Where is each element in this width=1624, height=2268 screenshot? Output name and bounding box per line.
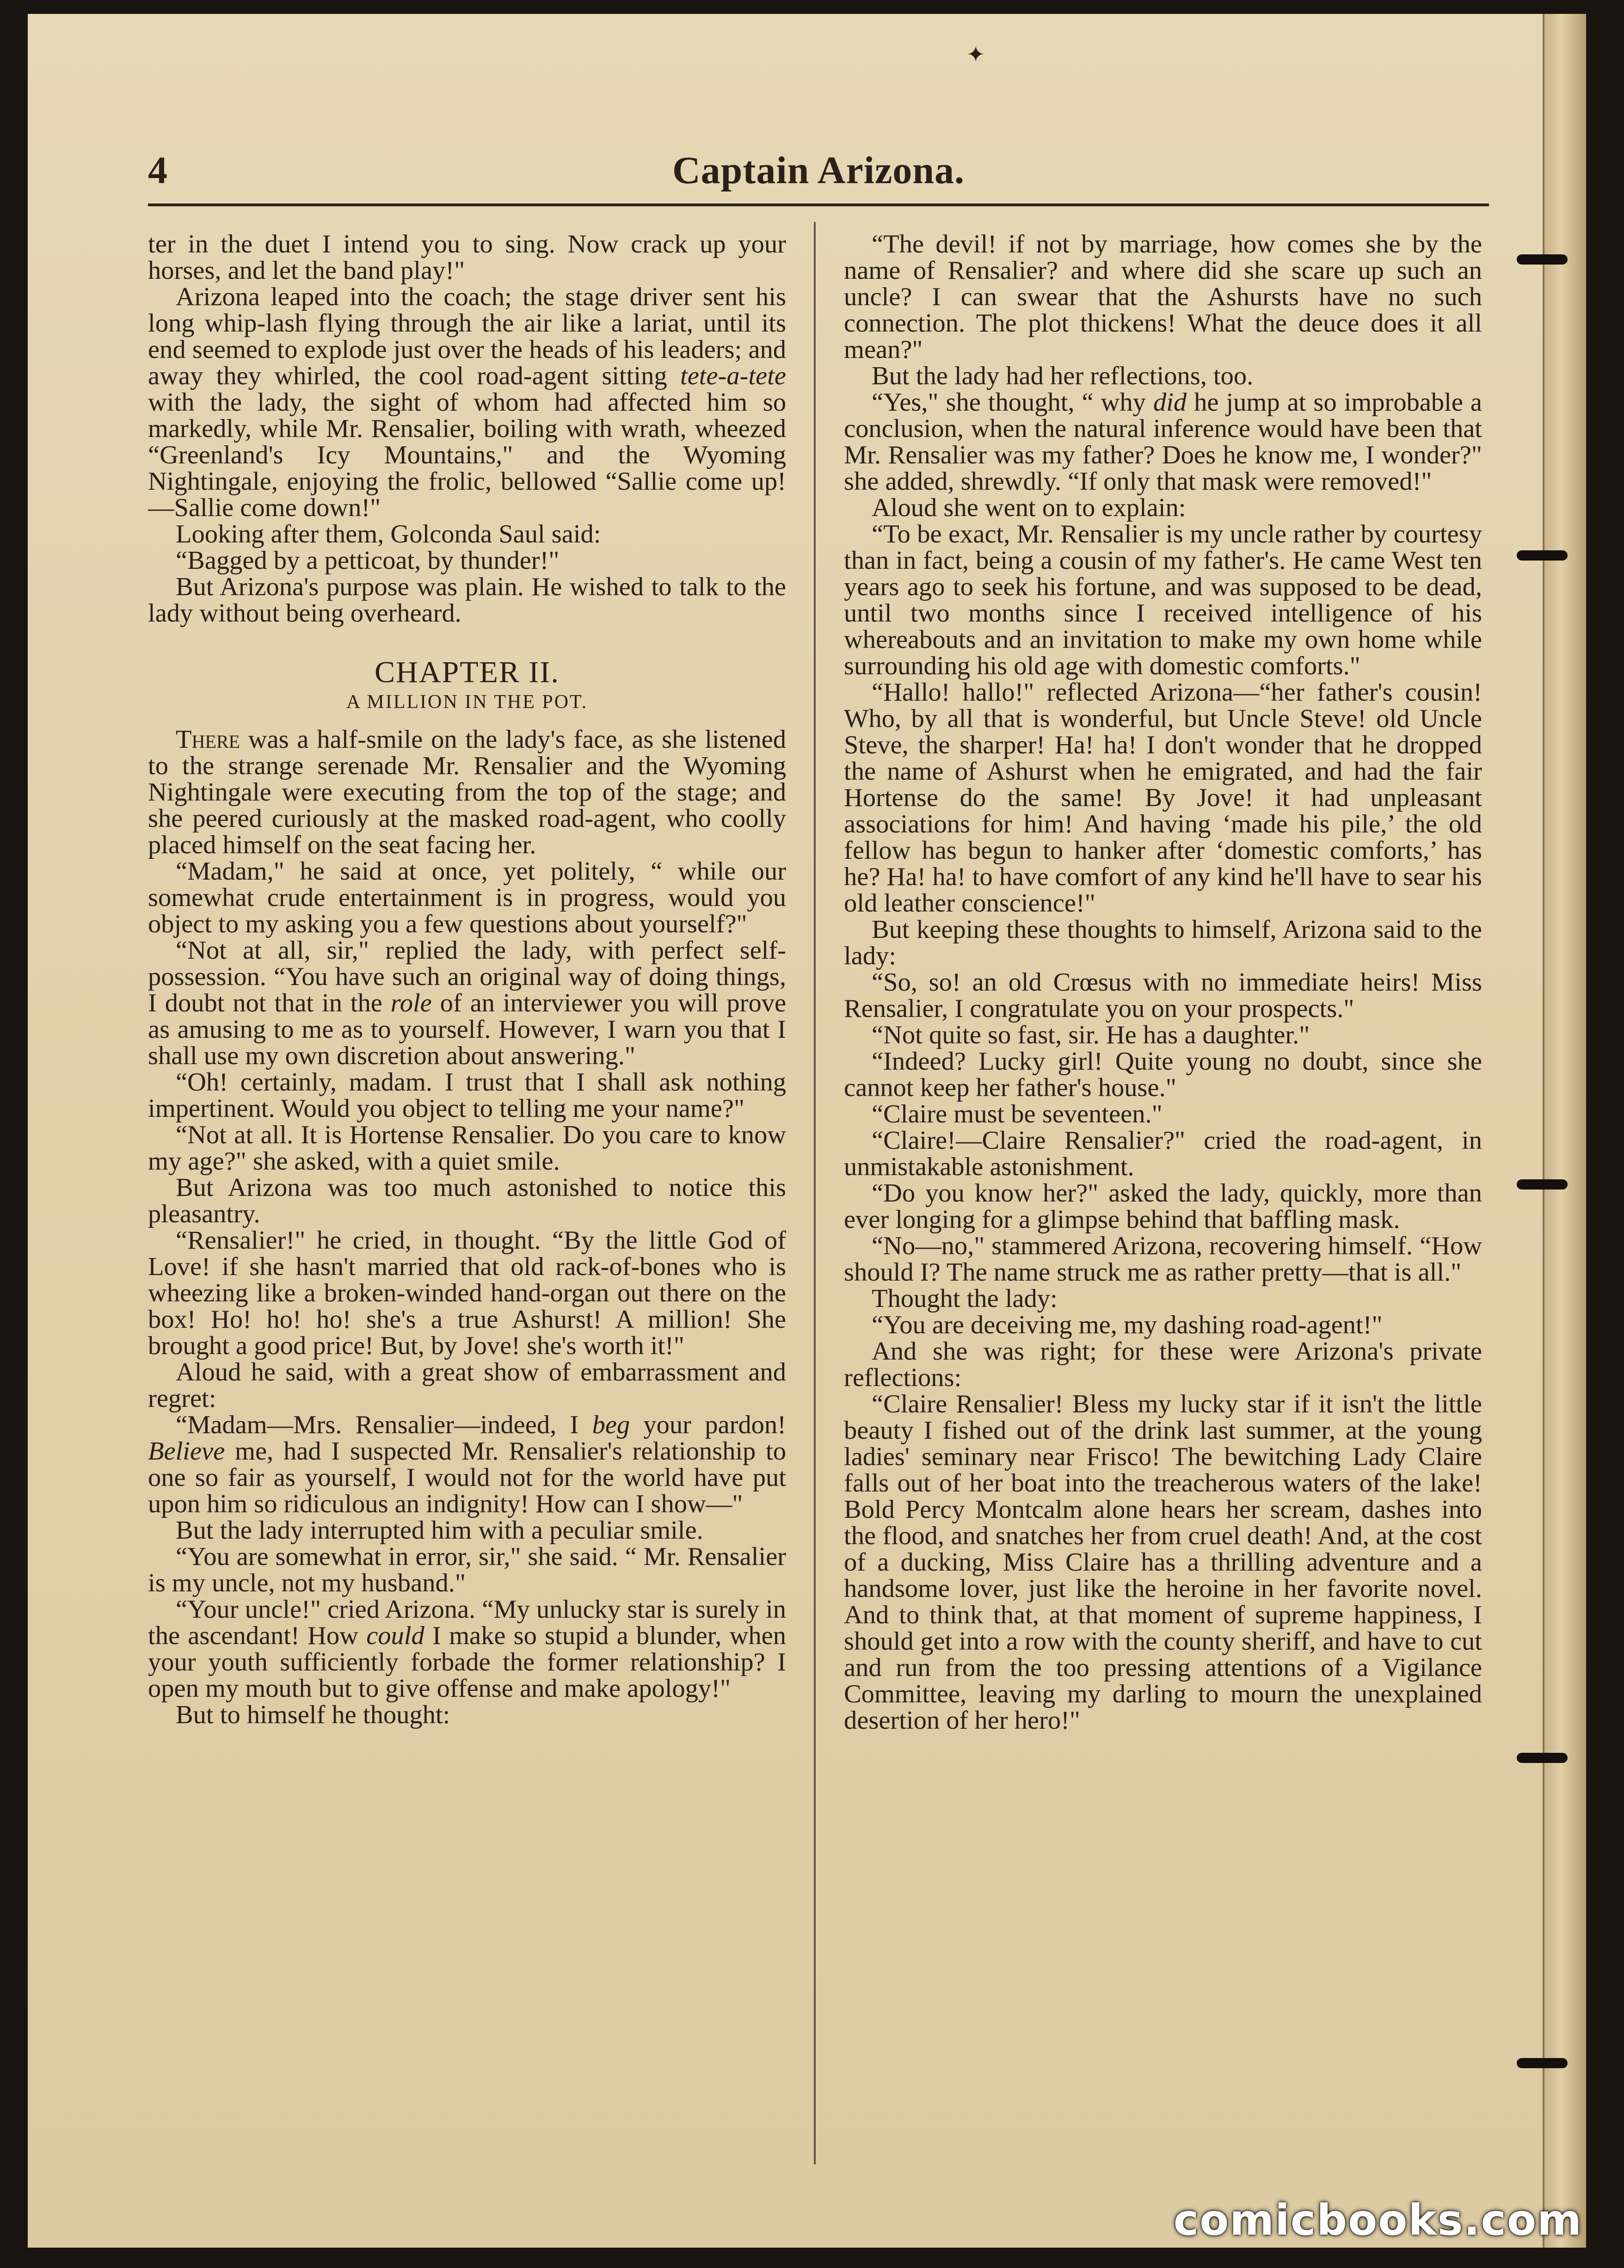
paragraph: But the lady had her reflections, too.	[872, 362, 1254, 390]
watermark-logo: comicbooks.com	[1173, 2195, 1582, 2245]
column-divider	[814, 222, 816, 2164]
page-number: 4	[148, 149, 167, 192]
paragraph: “Hallo! hallo!" reflected Arizona—“her father's cousin! Who, by all that is wonderful, but Uncle Steve! old Uncle Steve, the sharper! Ha! ha! I don't wonder that he dropped the name of Ashurst when he emigrated, and had the fair Hortense do the same! By Jove! it had unpleasant associations for him! And having ‘made his pile,’ the old fellow has begun to hanker after ‘domestic comforts,’ has he? Ha! ha! to have comfort of any kind he'll have to sear his old leather conscience!"	[844, 678, 1482, 918]
chapter-subtitle: A MILLION IN THE POT.	[346, 691, 588, 713]
paragraph: But to himself he thought:	[176, 1701, 450, 1729]
paragraph: “Madam," he said at once, yet politely, “ while our somewhat crude entertainment is in progress, would you object to my asking you a few questions about yourself?"	[148, 857, 786, 938]
paragraph: “No—no," stammered Arizona, recovering himself. “How should I? The name struck me as rather pretty—that is all."	[844, 1232, 1482, 1287]
paragraph: “You are somewhat in error, sir," she said. “ Mr. Rensalier is my uncle, not my husband."	[148, 1542, 786, 1597]
paragraph: But keeping these thoughts to himself, Arizona said to the lady:	[844, 915, 1482, 970]
paragraph: “So, so! an old Crœsus with no immediate heirs! Miss Rensalier, I congratulate you on your prospects."	[844, 968, 1482, 1023]
right-column	[844, 231, 1482, 2151]
paragraph: “Claire!—Claire Rensalier?" cried the road-agent, in unmistakable astonishment.	[844, 1126, 1482, 1181]
paragraph: “Not at all, sir," replied the lady, with perfect self-possession. “You have such an original way of doing things, I doubt not that in the role of an interviewer you will prove as amusing to me as to yourself. However, I warn you that I shall use my own discretion about answering."	[148, 936, 786, 1070]
binding-hole	[1517, 550, 1568, 561]
binding-hole	[1517, 254, 1568, 265]
paragraph: “Your uncle!" cried Arizona. “My unlucky star is surely in the ascendant! How could I make so stupid a blunder, when your youth sufficiently forbade the former relationship? I open my mouth but to give offense and make apology!"	[148, 1595, 786, 1703]
paragraph: But Arizona was too much astonished to notice this pleasantry.	[148, 1173, 786, 1228]
paragraph: Arizona leaped into the coach; the stage driver sent his long whip-lash flying through the air like a lariat, until its end seemed to explode just over the heads of his leaders; and away they whirled, the cool road-agent sitting tete-a-tete with the lady, the sight of whom had affected him so markedly, while Mr. Rensalier, boiling with wrath, wheezed “Greenland's Icy Mountains," and the Wyoming Nightingale, enjoying the frolic, bellowed “Sallie come up!—Sallie come down!"	[148, 283, 786, 522]
paragraph: “You are deceiving me, my dashing road-agent!"	[872, 1311, 1383, 1339]
binding-hole	[1517, 1179, 1568, 1189]
binding-hole	[1517, 2058, 1568, 2068]
paragraph: “Yes," she thought, “ why did he jump at so improbable a conclusion, when the natural inference would have been that Mr. Rensalier was my father? Does he know me, I wonder?" she added, shrewdly. “If only that mask were removed!"	[844, 388, 1482, 496]
paragraph: ter in the duet I intend you to sing. Now crack up your horses, and let the band play!"	[148, 231, 786, 285]
paragraph: “Claire Rensalier! Bless my lucky star if it isn't the little beauty I fished out of the drink last summer, at the young ladies' seminary near Frisco! The bewitching Lady Claire falls out of her boat into the treacherous waters of the lake! Bold Percy Montcalm alone hears her scream, dashes into the flood, and snatches her from cruel death! And, at the cost of a ducking, Miss Claire has a thrilling adventure and a handsome lover, just like the heroine in her favorite novel. And to think that, at that moment of supreme happiness, I should get into a row with the county sheriff, and have to cut and run from the too pressing attentions of a Vigilance Committee, leaving my darling to mourn the unexplained desertion of her hero!"	[844, 1390, 1482, 1735]
paragraph: “Indeed? Lucky girl! Quite young no doubt, since she cannot keep her father's house."	[844, 1047, 1482, 1102]
paragraph: “Not quite so fast, sir. He has a daughter."	[872, 1021, 1310, 1049]
left-column	[148, 231, 786, 2151]
running-title: Captain Arizona.	[672, 149, 965, 192]
paragraph: “Rensalier!" he cried, in thought. “By the little God of Love! if she hasn't married that old rack-of-bones who is wheezing like a broken-winded hand-organ out there on the box! Ho! ho! ho! she's a true Ashurst! A million! She brought a good price! But, by Jove! she's worth it!"	[148, 1226, 786, 1360]
paragraph: “Claire must be seventeen."	[872, 1100, 1163, 1128]
paragraph: Looking after them, Golconda Saul said:	[176, 520, 601, 549]
paragraph: “Bagged by a petticoat, by thunder!"	[176, 546, 560, 575]
paragraph: But Arizona's purpose was plain. He wished to talk to the lady without being overheard.	[148, 573, 786, 628]
paragraph: “Oh! certainly, madam. I trust that I shall ask nothing impertinent. Would you object to telling me your name?"	[148, 1068, 786, 1123]
paragraph: Thought the lady:	[872, 1284, 1058, 1313]
paragraph: “The devil! if not by marriage, how comes she by the name of Rensalier? and where did she scare up such an uncle? I can swear that the Ashursts have no such connection. The plot thickens! What the deuce does it all mean?"	[844, 231, 1482, 364]
page-spine	[1543, 14, 1586, 2248]
paragraph: “Not at all. It is Hortense Rensalier. Do you care to know my age?" she asked, with a quiet smile.	[148, 1121, 786, 1176]
paragraph: There was a half-smile on the lady's face, as she listened to the strange serenade Mr. Rensalier and the Wyoming Nightingale were executing from the top of the stage; and she peered curiously at the masked road-agent, who coolly placed himself on the seat facing her.	[148, 725, 786, 859]
paragraph: Aloud he said, with a great show of embarrassment and regret:	[148, 1358, 786, 1413]
printer-mark-icon: ✦	[966, 43, 985, 67]
paragraph: But the lady interrupted him with a peculiar smile.	[176, 1516, 703, 1545]
running-header	[148, 143, 1489, 206]
binding-hole	[1517, 1753, 1568, 1763]
chapter-title: CHAPTER II.	[375, 655, 560, 689]
paragraph: “Do you know her?" asked the lady, quickly, more than ever longing for a glimpse behind that baffling mask.	[844, 1179, 1482, 1234]
paragraph: “Madam—Mrs. Rensalier—indeed, I beg your pardon! Believe me, had I suspected Mr. Rensalier's relationship to one so fair as yourself, I would not for the world have put upon him so ridiculous an indignity! How can I show—"	[148, 1411, 786, 1518]
magazine-page	[28, 14, 1586, 2248]
paragraph: Aloud she went on to explain:	[872, 493, 1186, 522]
paragraph: And she was right; for these were Arizona's private reflections:	[844, 1337, 1482, 1392]
paragraph: “To be exact, Mr. Rensalier is my uncle rather by courtesy than in fact, being a cousin of my father's. He came West ten years ago to seek his fortune, and was supposed to be dead, until two months since I received intelligence of his whereabouts and an invitation to make my own home while surrounding his old age with domestic comforts."	[844, 520, 1482, 680]
